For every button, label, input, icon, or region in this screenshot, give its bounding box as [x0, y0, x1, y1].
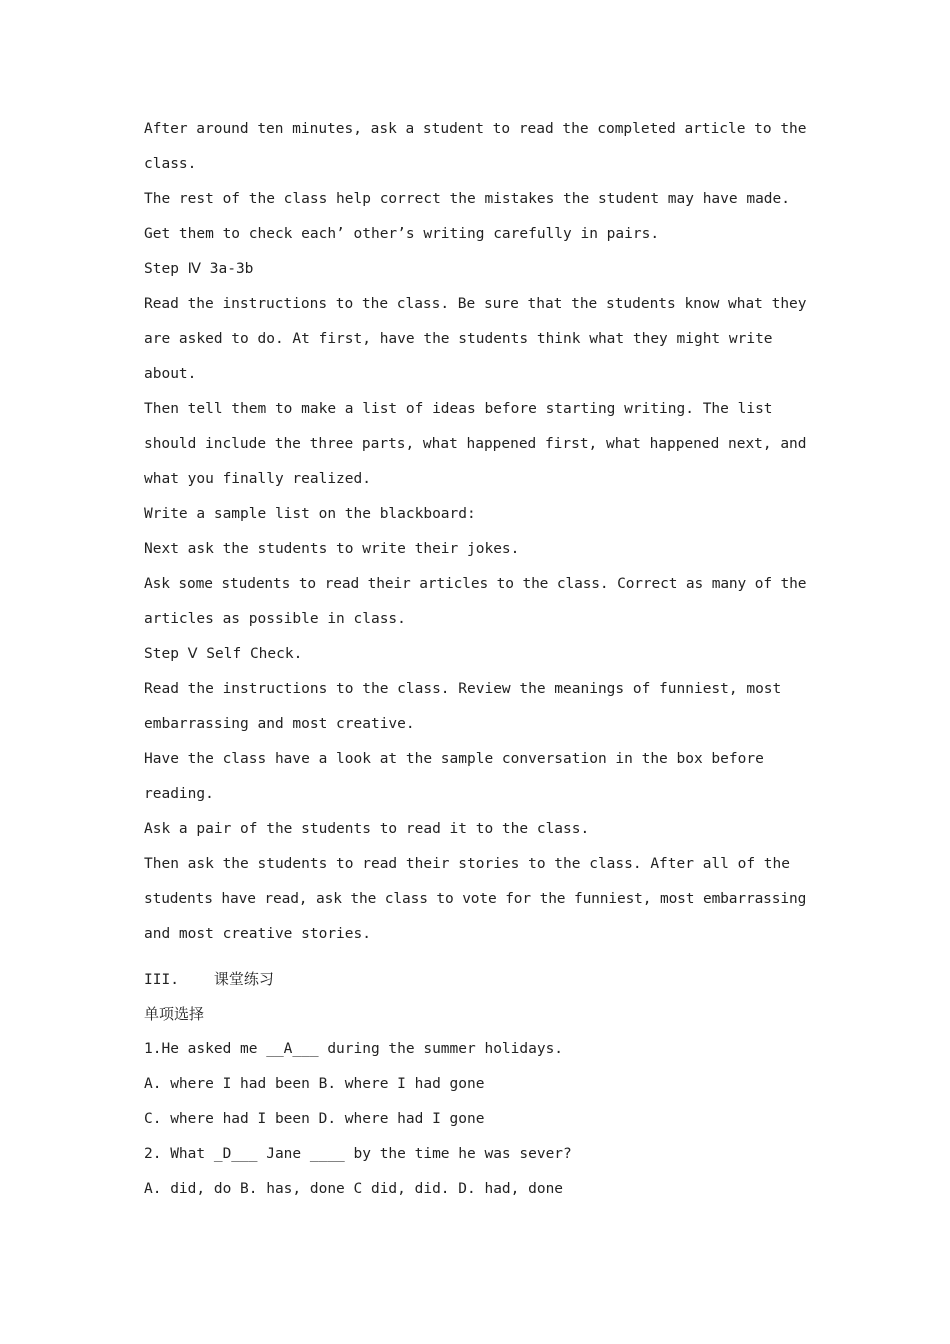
paragraph-line-14: articles as possible in class.	[144, 611, 406, 627]
question-2-stem: 2. What _D___ Jane ____ by the time he was sever?	[144, 1146, 572, 1162]
paragraph-line-2: The rest of the class help correct the mistakes the student may have made.	[144, 191, 791, 207]
section-title: 课堂练习	[213, 970, 274, 988]
paragraph-line-1: class.	[144, 156, 197, 172]
paragraph-line-10: what you finally realized.	[144, 471, 371, 487]
paragraph-line-8: Then tell them to make a list of ideas before starting writing. The list	[144, 401, 773, 417]
document-content	[144, 112, 806, 1207]
exercise-heading: 单项选择	[144, 1005, 205, 1023]
paragraph-line-11: Write a sample list on the blackboard:	[144, 506, 476, 522]
paragraph-line-23: and most creative stories.	[144, 926, 371, 942]
paragraph-line-18: Have the class have a look at the sample conversation in the box before	[144, 751, 764, 767]
paragraph-line-9: should include the three parts, what happened first, what happened next, and	[144, 436, 807, 452]
paragraph-line-7: about.	[144, 366, 197, 382]
paragraph-line-13: Ask some students to read their articles to the class. Correct as many of the	[144, 576, 807, 592]
question-1-options-line-2: C. where had I been D. where had I gone	[144, 1111, 485, 1127]
paragraph-line-12: Next ask the students to write their jokes.	[144, 541, 520, 557]
paragraph-line-3: Get them to check each’ other’s writing carefully in pairs.	[144, 226, 660, 242]
paragraph-line-6: are asked to do. At first, have the students think what they might write	[144, 331, 773, 347]
paragraph-line-17: embarrassing and most creative.	[144, 716, 415, 732]
paragraph-line-20: Ask a pair of the students to read it to the class.	[144, 821, 590, 837]
paragraph-line-16: Read the instructions to the class. Review the meanings of funniest, most	[144, 681, 782, 697]
paragraph-line-22: students have read, ask the class to vote for the funniest, most embarrassing	[144, 891, 807, 907]
paragraph-line-19: reading.	[144, 786, 214, 802]
step-5-heading: Step Ⅴ Self Check.	[144, 646, 303, 662]
question-2-options-line-1: A. did, do B. has, done C did, did. D. had, done	[144, 1181, 564, 1197]
step-4-heading: Step Ⅳ 3a-3b	[144, 261, 254, 277]
question-1-stem: 1.He asked me __A___ during the summer holidays.	[144, 1041, 564, 1057]
text-line: After around ten minutes, ask a student to read the completed article to the	[144, 121, 807, 137]
paragraph-line-0	[144, 112, 806, 147]
question-1-options-line-1: A. where I had been B. where I had gone	[144, 1076, 485, 1092]
paragraph-line-5: Read the instructions to the class. Be sure that the students know what they	[144, 296, 807, 312]
section-number: III.	[144, 972, 179, 988]
paragraph-line-21: Then ask the students to read their stories to the class. After all of the	[144, 856, 791, 872]
section-heading	[144, 962, 806, 997]
